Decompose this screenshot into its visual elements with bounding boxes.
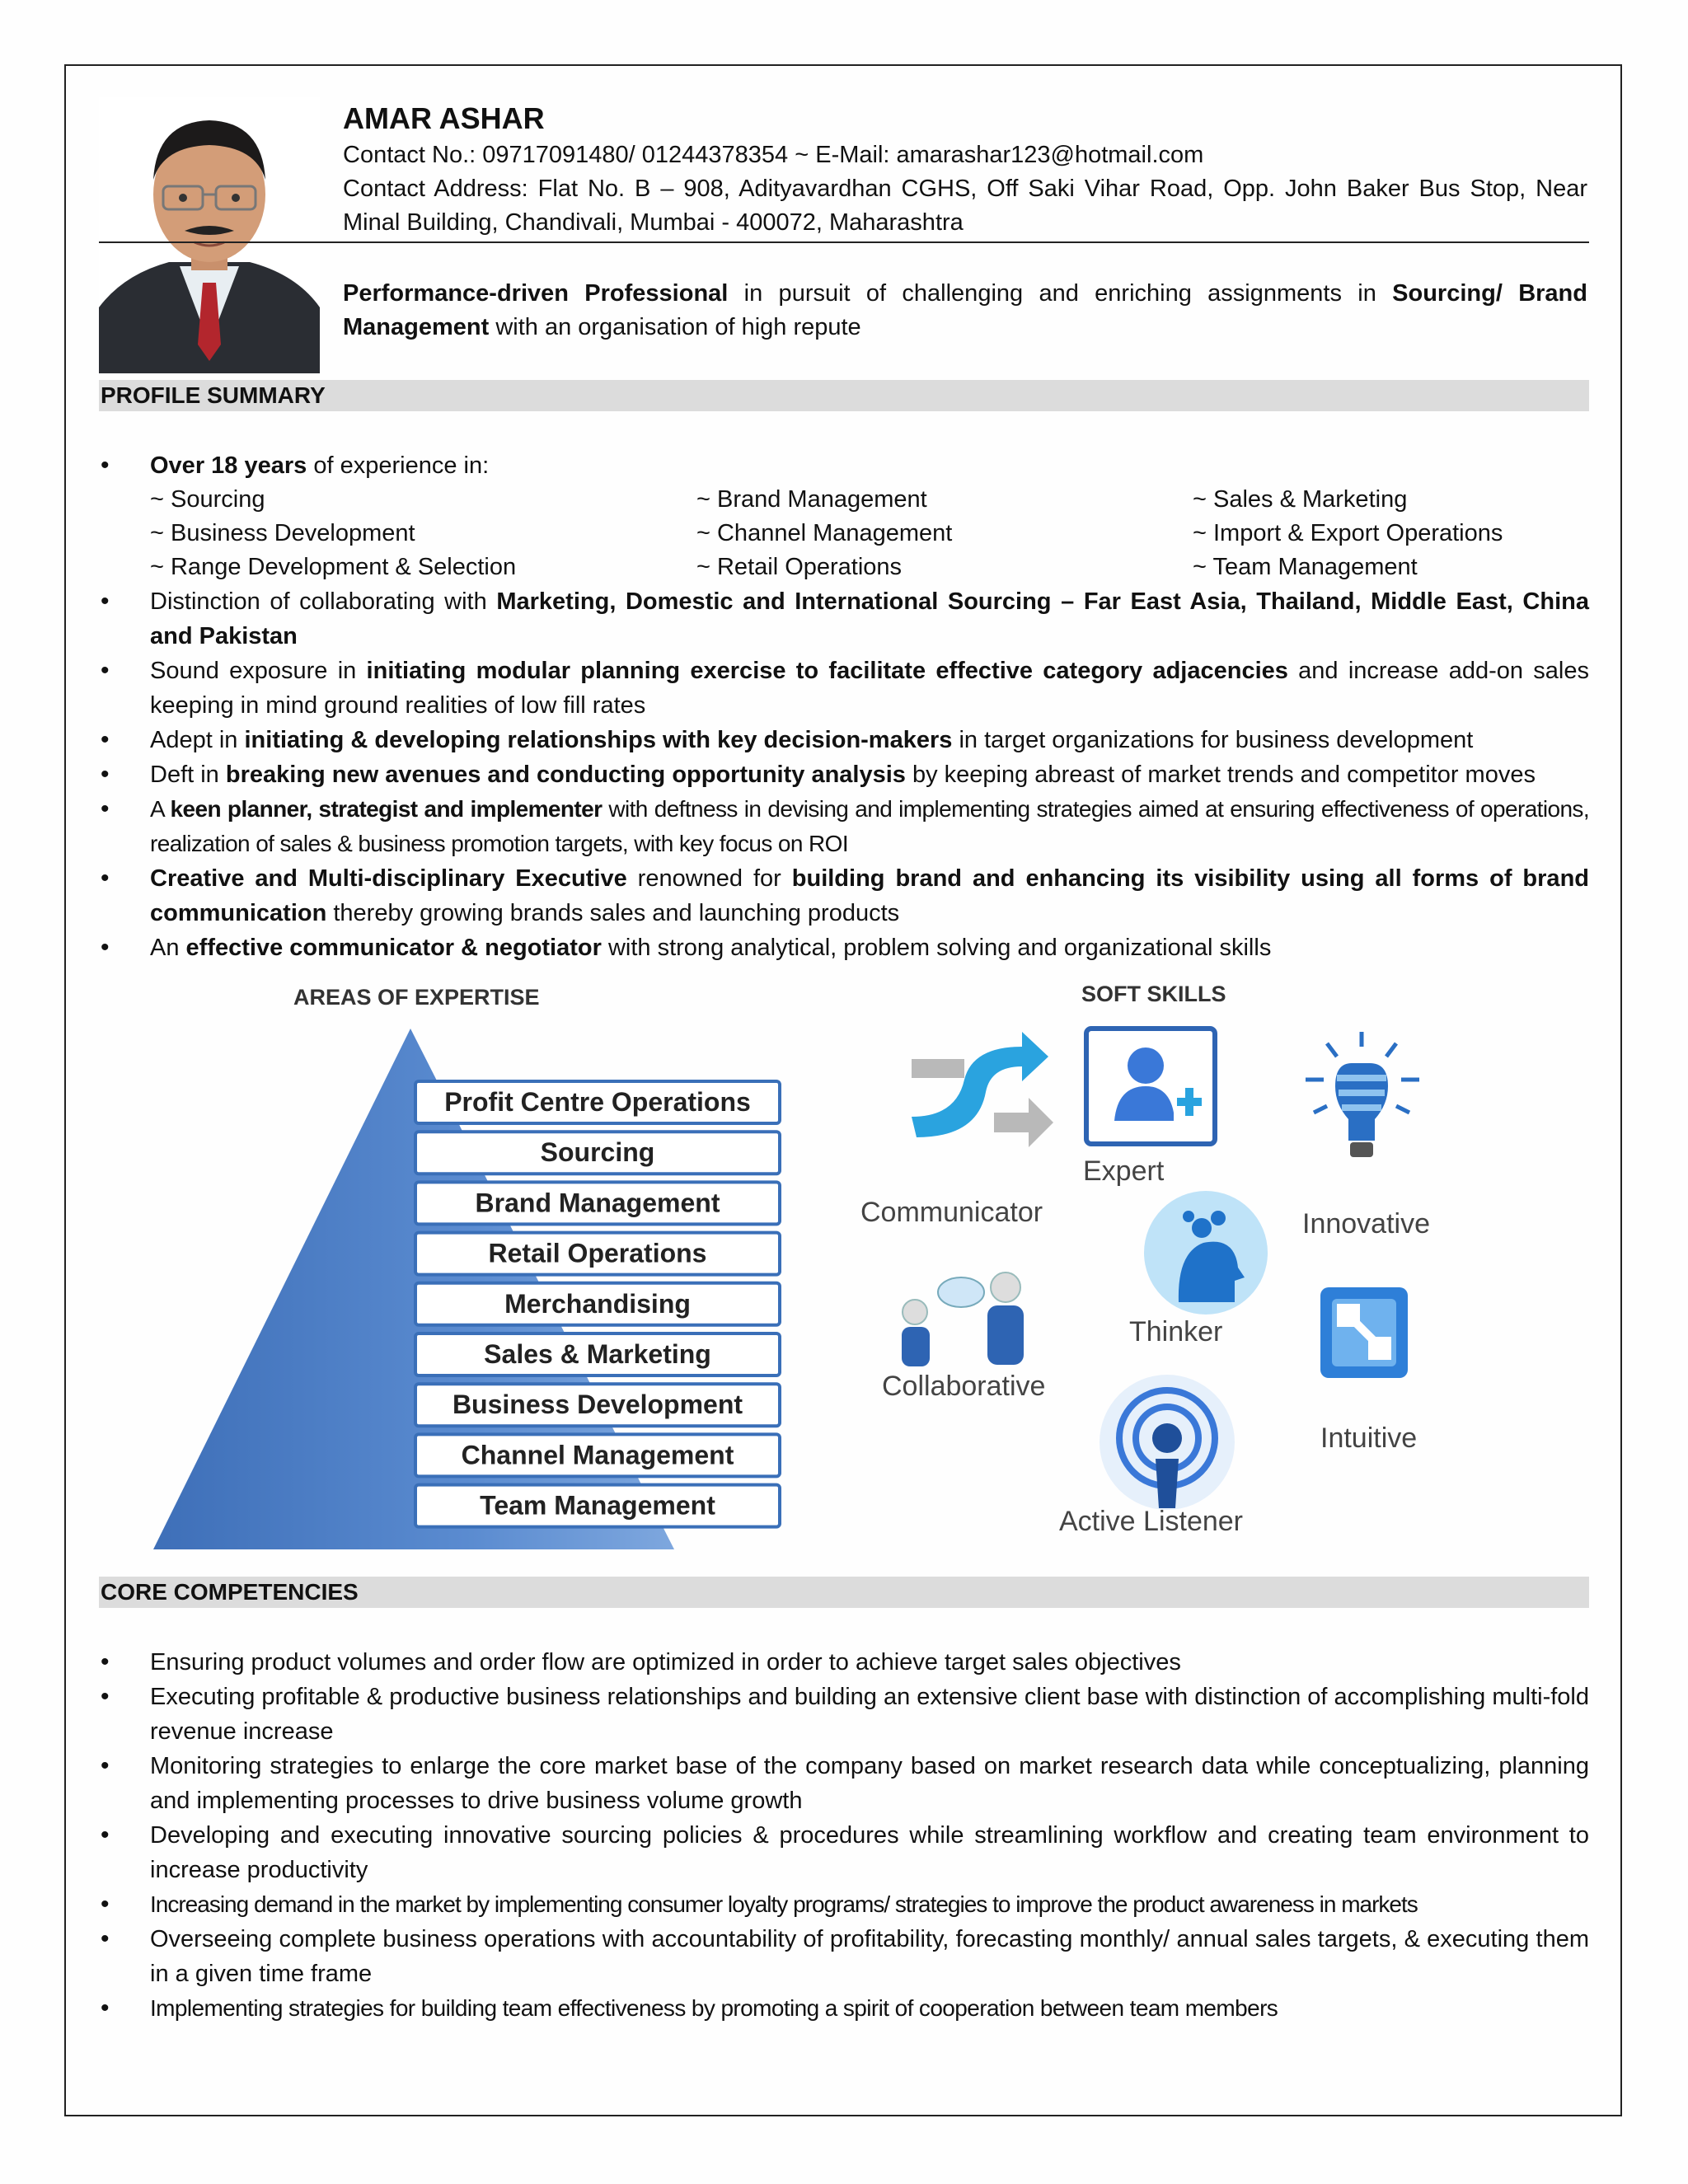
list-item: • A keen planner, strategist and implementer with deftness in devising and implementing strategies aimed at ensuring effectiveness of operations, realization of sales & business promotion targets, with key focus on ROI xyxy=(101,795,1589,856)
bold-text: keen planner, strategist and implementer xyxy=(170,796,603,822)
innovative-icon xyxy=(1306,1032,1419,1157)
text: Executing profitable & productive business relationships and building an extensive client base with distinction of accomplishing multi-fold revenue increase xyxy=(150,1684,1589,1745)
text: Monitoring strategies to enlarge the core market base of the company based on market research data while conceptualizing, planning and implementing processes to drive business volume growth xyxy=(150,1753,1589,1814)
expertise-item xyxy=(415,1182,780,1224)
expertise-item-label: Sourcing xyxy=(540,1137,655,1168)
profile-photo xyxy=(99,97,320,373)
expertise-item-label: Business Development xyxy=(452,1390,743,1420)
skill-thinker: Thinker xyxy=(1129,1316,1223,1347)
list-item: • Executing profitable & productive business relationships and building an extensive client base with distinction of accomplishing multi-fold revenue increase xyxy=(101,1683,1589,1745)
list-item: • Over 18 years of experience in: ~ Sourcing ~ Brand Management ~ Sales & Marketing ~ Business Development ~ Channel Management ~ Import & Export Operations ~ Range Development & Selection ~ Retail Operations ~ Team Management xyxy=(99,448,1589,584)
list-item: • Sound exposure in initiating modular planning exercise to facilitate effective category adjacencies and increase add-on sales keeping in mind ground realities of low fill rates xyxy=(101,657,1589,719)
text: in target organizations for business development xyxy=(952,727,1474,753)
expertise-item-label: Retail Operations xyxy=(488,1238,707,1268)
candidate-name: AMAR ASHAR xyxy=(343,101,545,135)
core-competencies-list xyxy=(99,1645,1589,2026)
skill-item: ~ Brand Management xyxy=(696,486,927,513)
skill-active-listener: Active Listener xyxy=(1059,1506,1243,1537)
soft-skills-graphic xyxy=(832,981,1508,1558)
expertise-item xyxy=(415,1485,780,1527)
expertise-item xyxy=(415,1384,780,1426)
expertise-title: AREAS OF EXPERTISE xyxy=(293,985,540,1010)
text: Overseeing complete business operations with accountability of profitability, forecasting monthly/ annual sales targets, & executing them in a given time frame xyxy=(150,1926,1589,1987)
contact-line: Contact No.: 09717091480/ 01244378354 ~ E-Mail: amarashar123@hotmail.com xyxy=(343,142,1204,168)
header xyxy=(343,99,1587,240)
objective-statement xyxy=(343,277,1587,344)
intuitive-icon xyxy=(1320,1287,1408,1378)
active-listener-icon xyxy=(1100,1375,1235,1510)
list-item: • Adept in initiating & developing relationships with key decision-makers in target organizations for business development xyxy=(101,726,1474,753)
text: Ensuring product volumes and order flow are optimized in order to achieve target sales objectives xyxy=(150,1649,1181,1675)
objective-bold-2: Sourcing/ Brand Management xyxy=(343,280,1587,340)
expertise-item xyxy=(415,1333,780,1376)
list-item: • Creative and Multi-disciplinary Executive renowned for building brand and enhancing its visibility using all forms of brand communication thereby growing brands sales and launching products xyxy=(101,865,1589,926)
profile-summary-list xyxy=(99,448,1589,965)
profile-summary-heading: PROFILE SUMMARY xyxy=(99,380,1589,411)
communicator-icon xyxy=(912,1032,1053,1147)
list-item: • Deft in breaking new avenues and conducting opportunity analysis by keeping abreast of market trends and competitor moves xyxy=(101,761,1536,788)
bold-text: breaking new avenues and conducting opportunity analysis xyxy=(225,762,906,788)
objective-text-2: with an organisation of high repute xyxy=(489,314,861,340)
collaborative-icon xyxy=(902,1272,1024,1366)
text: Implementing strategies for building team effectiveness by promoting a spirit of cooperation between team members xyxy=(150,1995,1278,2021)
text: A xyxy=(150,796,171,822)
skill-item: ~ Business Development xyxy=(150,520,415,546)
skill-item: ~ Team Management xyxy=(1193,554,1418,580)
expertise-item-label: Team Management xyxy=(480,1490,715,1521)
list-item: • An effective communicator & negotiator with strong analytical, problem solving and organizational skills xyxy=(101,934,1272,961)
text: with strong analytical, problem solving and organizational skills xyxy=(601,935,1272,961)
text: and increase add-on sales keeping in mind ground realities of low fill rates xyxy=(150,658,1589,719)
skill-expert: Expert xyxy=(1083,1155,1165,1187)
expertise-item-label: Merchandising xyxy=(504,1288,691,1319)
text: with deftness in devising and implementing strategies aimed at ensuring effectiveness of operations, realization of sales & business promotion targets, with key focus on ROI xyxy=(150,796,1589,856)
text: renowned for xyxy=(626,865,792,892)
expertise-item xyxy=(415,1283,780,1325)
expertise-item-label: Profit Centre Operations xyxy=(444,1087,751,1117)
skill-item: ~ Sales & Marketing xyxy=(1193,486,1408,513)
skill-item: ~ Channel Management xyxy=(696,520,953,546)
text: Adept in xyxy=(150,727,245,753)
skill-communicator: Communicator xyxy=(860,1197,1043,1228)
bold-text: initiating & developing relationships with key decision-makers xyxy=(244,727,953,753)
experience-skills-grid xyxy=(150,483,1589,584)
address-line-2: Minal Building, Chandivali, Mumbai - 400072, Maharashtra xyxy=(343,209,964,236)
list-item: • Increasing demand in the market by implementing consumer loyalty programs/ strategies to improve the product awareness in markets xyxy=(101,1891,1418,1918)
list-item: • Overseeing complete business operations with accountability of profitability, forecasting monthly/ annual sales targets, & executing them in a given time frame xyxy=(101,1925,1589,1987)
thinker-icon xyxy=(1144,1191,1268,1315)
core-competencies-heading: CORE COMPETENCIES xyxy=(99,1577,1589,1608)
skill-intuitive: Intuitive xyxy=(1320,1422,1418,1454)
text: Distinction of collaborating with xyxy=(150,588,497,615)
header-divider xyxy=(99,241,1589,243)
text: by keeping abreast of market trends and competitor moves xyxy=(905,762,1536,788)
skill-item: ~ Import & Export Operations xyxy=(1193,520,1503,546)
bold-text: Marketing, Domestic and International Sourcing – Far East Asia, Thailand, Middle East, China and Pakistan xyxy=(150,588,1589,649)
skill-item: ~ Sourcing xyxy=(150,486,265,513)
list-item: • Distinction of collaborating with Marketing, Domestic and International Sourcing – Far East Asia, Thailand, Middle East, China and Pakistan xyxy=(101,588,1589,649)
list-item: • Monitoring strategies to enlarge the core market base of the company based on market research data while conceptualizing, planning and implementing processes to drive business volume growth xyxy=(101,1752,1589,1814)
list-item: • Ensuring product volumes and order flow are optimized in order to achieve target sales objectives xyxy=(101,1648,1181,1675)
bold-text: effective communicator & negotiator xyxy=(185,935,602,961)
text: Sound exposure in xyxy=(150,658,367,684)
address-line-1: Contact Address: Flat No. B – 908, Adityavardhan CGHS, Off Saki Vihar Road, Opp. John Baker Bus Stop, Near xyxy=(343,176,1587,202)
bold-text: building brand and enhancing its visibility using all forms of brand communication xyxy=(150,865,1589,926)
text: An xyxy=(150,935,186,961)
skill-collaborative: Collaborative xyxy=(882,1371,1046,1402)
text: thereby growing brands sales and launching products xyxy=(326,900,900,926)
objective-bold-1: Performance-driven Professional xyxy=(343,280,729,307)
skill-item: ~ Retail Operations xyxy=(696,554,903,580)
soft-skills-title: SOFT SKILLS xyxy=(1081,982,1226,1006)
skill-innovative: Innovative xyxy=(1302,1208,1430,1240)
expertise-item xyxy=(415,1233,780,1275)
expertise-item xyxy=(415,1132,780,1174)
expertise-item xyxy=(415,1434,780,1476)
text: Increasing demand in the market by implementing consumer loyalty programs/ strategies to improve the product awareness in markets xyxy=(150,1891,1418,1917)
list-item: • Implementing strategies for building team effectiveness by promoting a spirit of cooperation between team members xyxy=(101,1994,1278,2022)
expertise-item xyxy=(415,1081,780,1123)
experience-bold: Over 18 years xyxy=(150,452,307,479)
expert-icon xyxy=(1086,1029,1215,1144)
list-item: • Developing and executing innovative sourcing policies & procedures while streamlining workflow and creating team environment to increase productivity xyxy=(101,1821,1589,1883)
text: Deft in xyxy=(150,762,226,788)
areas-of-expertise-graphic xyxy=(140,981,799,1558)
experience-text: of experience in: xyxy=(307,452,490,479)
text: Developing and executing innovative sourcing policies & procedures while streamlining workflow and creating team environment to increase productivity xyxy=(150,1822,1589,1883)
expertise-item-label: Brand Management xyxy=(475,1188,720,1218)
bold-text: Creative and Multi-disciplinary Executive xyxy=(150,865,627,892)
expertise-item-label: Channel Management xyxy=(461,1440,734,1470)
objective-text-1: in pursuit of challenging and enriching assignments in xyxy=(728,280,1393,307)
bold-text: initiating modular planning exercise to facilitate effective category adjacencies xyxy=(366,658,1288,684)
expertise-item-label: Sales & Marketing xyxy=(484,1339,711,1369)
skill-item: ~ Range Development & Selection xyxy=(150,554,517,580)
